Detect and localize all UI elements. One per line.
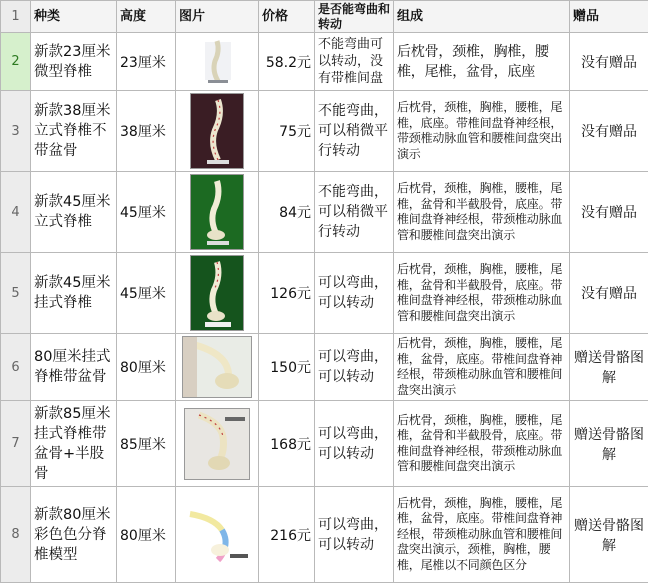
image-cell: [176, 487, 259, 583]
price-cell: 58.2元: [259, 33, 315, 91]
gift-cell: 没有赠品: [570, 91, 648, 172]
table-row: [1, 33, 648, 91]
gift-cell: 没有赠品: [570, 33, 648, 91]
image-cell: [176, 334, 259, 401]
price-cell: 150元: [259, 334, 315, 401]
composition-cell: 后枕骨，颈椎，胸椎，腰椎，尾椎，盆骨，底座: [394, 33, 570, 91]
type-cell: 新款80厘米彩色色分脊椎模型: [31, 487, 117, 583]
header-price: 价格: [259, 1, 315, 33]
table-row: [1, 334, 648, 401]
height-cell: 38厘米: [117, 91, 176, 172]
gift-cell: 赠送骨骼图解: [570, 487, 648, 583]
image-cell: [176, 172, 259, 253]
composition-cell: 后枕骨，颈椎，胸椎，腰椎，尾椎，盆骨和半截股骨，底座。带椎间盘脊神经根，带颈椎动脉血管和腰椎间盘突出演示: [394, 253, 570, 334]
gift-cell: 没有赠品: [570, 172, 648, 253]
spine-photo: [190, 93, 244, 169]
header-composition: 组成: [394, 1, 570, 33]
spine-photo: [190, 255, 244, 331]
table-row: [1, 253, 648, 334]
header-gift: 赠品: [570, 1, 648, 33]
type-cell: 新款85厘米挂式脊椎带盆骨+半股骨: [31, 401, 117, 487]
height-cell: 23厘米: [117, 33, 176, 91]
price-cell: 75元: [259, 91, 315, 172]
composition-cell: 后枕骨，颈椎，胸椎，腰椎，尾椎，盆骨，底座。带椎间盘脊神经根，带颈椎动脉血管和腰椎间盘突出演示: [394, 334, 570, 401]
header-row: [1, 1, 648, 33]
image-cell: [176, 33, 259, 91]
row-number[interactable]: 5: [1, 253, 31, 334]
price-cell: 126元: [259, 253, 315, 334]
spine-photo: [184, 408, 250, 480]
header-bendable: 是否能弯曲和转动: [315, 1, 394, 33]
type-cell: 新款45厘米挂式脊椎: [31, 253, 117, 334]
bendable-cell: 不能弯曲，可以稍微平行转动: [315, 172, 394, 253]
table-row: [1, 172, 648, 253]
table-row: [1, 91, 648, 172]
bendable-cell: 可以弯曲，可以转动: [315, 253, 394, 334]
image-cell: [176, 401, 259, 487]
spine-photo: [182, 504, 252, 566]
bendable-cell: 可以弯曲，可以转动: [315, 334, 394, 401]
row-number: 1: [1, 1, 31, 33]
price-cell: 168元: [259, 401, 315, 487]
price-cell: 216元: [259, 487, 315, 583]
header-image: 图片: [176, 1, 259, 33]
row-number[interactable]: 8: [1, 487, 31, 583]
height-cell: 85厘米: [117, 401, 176, 487]
bendable-cell: 可以弯曲，可以转动: [315, 487, 394, 583]
bendable-cell: 不能弯曲，可以稍微平行转动: [315, 91, 394, 172]
price-cell: 84元: [259, 172, 315, 253]
height-cell: 80厘米: [117, 334, 176, 401]
row-number[interactable]: 7: [1, 401, 31, 487]
header-height: 高度: [117, 1, 176, 33]
bendable-cell: 可以弯曲，可以转动: [315, 401, 394, 487]
image-cell: [176, 253, 259, 334]
spine-photo: [190, 174, 244, 250]
composition-cell: 后枕骨，颈椎，胸椎，腰椎，尾椎，盆骨和半截股骨，底座。带椎间盘脊神经根，带颈椎动脉血管和腰椎间盘突出演示: [394, 401, 570, 487]
gift-cell: 没有赠品: [570, 253, 648, 334]
table-row: [1, 487, 648, 583]
row-number[interactable]: 6: [1, 334, 31, 401]
bendable-cell: 不能弯曲可以转动，没有带椎间盘: [315, 33, 394, 91]
spine-photo: [182, 336, 252, 398]
gift-cell: 赠送骨骼图解: [570, 401, 648, 487]
height-cell: 45厘米: [117, 172, 176, 253]
type-cell: 80厘米挂式脊椎带盆骨: [31, 334, 117, 401]
composition-cell: 后枕骨，颈椎，胸椎，腰椎，尾椎，底座。带椎间盘脊神经根，带颈椎动脉血管和腰椎间盘突出演示: [394, 91, 570, 172]
table-row: [1, 401, 648, 487]
height-cell: 80厘米: [117, 487, 176, 583]
type-cell: 新款23厘米微型脊椎: [31, 33, 117, 91]
row-number[interactable]: 4: [1, 172, 31, 253]
row-number[interactable]: 3: [1, 91, 31, 172]
type-cell: 新款45厘米立式脊椎: [31, 172, 117, 253]
header-type: 种类: [31, 1, 117, 33]
composition-cell: 后枕骨，颈椎，胸椎，腰椎，尾椎，盆骨和半截股骨，底座。带椎间盘脊神经根，带颈椎动脉血管和腰椎间盘突出演示: [394, 172, 570, 253]
row-number[interactable]: 2: [1, 33, 31, 91]
gift-cell: 赠送骨骼图解: [570, 334, 648, 401]
image-cell: [176, 91, 259, 172]
composition-cell: 后枕骨，颈椎，胸椎，腰椎，尾椎，盆骨，底座。带椎间盘脊神经根，带颈椎动脉血管和腰椎间盘突出演示，颈椎，胸椎，腰椎，尾椎以不同颜色区分: [394, 487, 570, 583]
type-cell: 新款38厘米立式脊椎不带盆骨: [31, 91, 117, 172]
spine-photo: [193, 37, 241, 87]
height-cell: 45厘米: [117, 253, 176, 334]
